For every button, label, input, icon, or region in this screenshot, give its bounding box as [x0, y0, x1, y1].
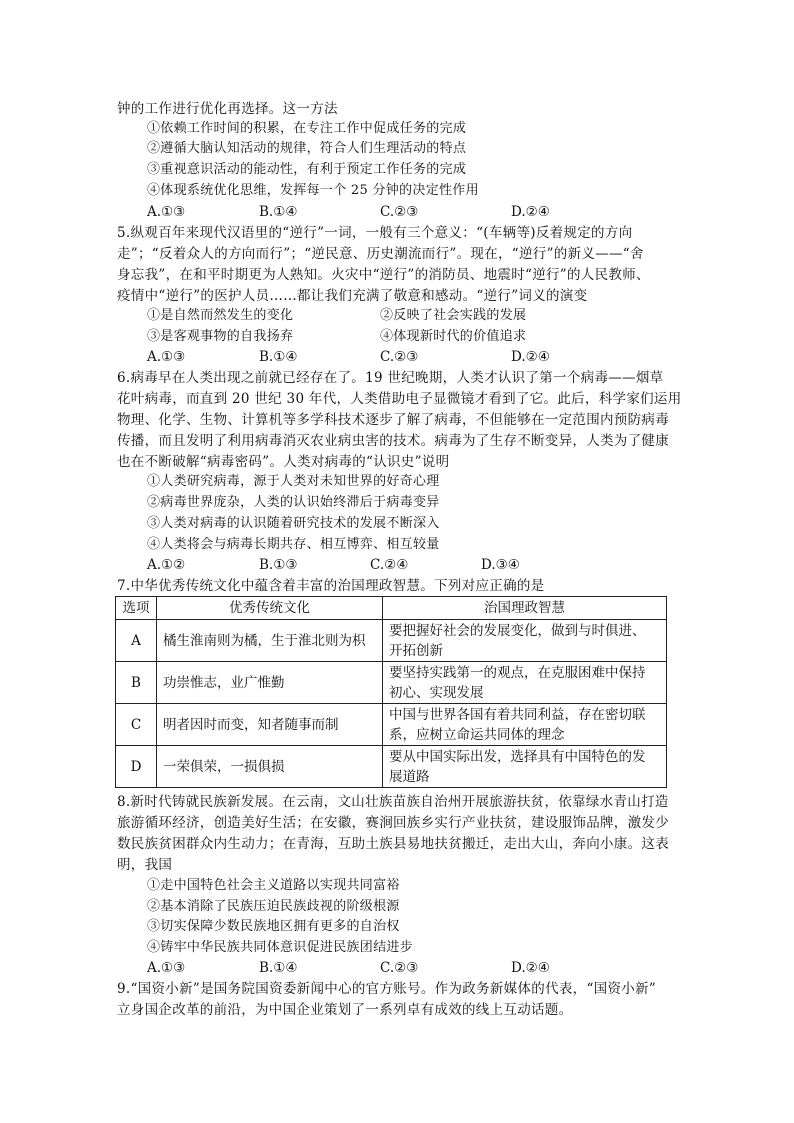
- row-wisdom-line-1: 要把握好社会的发展变化，做到与时俱进、: [389, 622, 646, 639]
- row-wisdom: [383, 662, 667, 704]
- row-culture: 功崇惟志，业广惟勤: [157, 662, 383, 704]
- question-5-line-3: 身忘我”，在和平时期更为人熟知。火灾中“逆行”的消防员、地震时“逆行”的人民教师、: [117, 267, 650, 283]
- question-5-item-1: ①是自然而然发生的变化: [147, 308, 294, 323]
- question-4-stem: 钟的工作进行优化再选择。这一方法: [117, 101, 338, 117]
- question-7-table: [115, 596, 667, 788]
- row-wisdom-line-2: 系，应树立命运共同体的理念: [389, 726, 565, 743]
- row-culture: 橘生淮南则为橘，生于淮北则为枳: [157, 620, 383, 662]
- question-8-item-1: ①走中国特色社会主义道路以实现共同富裕: [147, 878, 400, 893]
- row-option: C: [116, 704, 157, 746]
- question-4-item-1: ①依赖工作时间的积累，在专注工作中促成任务的完成: [147, 121, 467, 136]
- question-5-options: [147, 347, 747, 367]
- option-a: A.①②: [147, 557, 186, 573]
- question-9-line-1: 9.“国资小新”是国务院国资委新闻中心的官方账号。作为政务新媒体的代表，“国资小新”: [117, 981, 657, 997]
- question-8-item-3: ③切实保障少数民族地区拥有更多的自治权: [147, 919, 400, 934]
- row-wisdom: [383, 746, 667, 788]
- question-6-line-3: 物理、化学、生物、计算机等多学科技术逐步了解了病毒，不但能够在一定范围内预防病毒: [117, 412, 669, 428]
- row-wisdom-line-2: 展道路: [389, 768, 430, 785]
- question-4-item-2: ②遵循大脑认知活动的规律，符合人们生理活动的特点: [147, 141, 467, 156]
- option-d: D.③④: [481, 557, 520, 573]
- question-8-options: [147, 958, 747, 978]
- question-6-line-1: 6.病毒早在人类出现之前就已经存在了。19 世纪晚期，人类才认识了第一个病毒——烟草: [117, 370, 664, 386]
- table-row: [116, 704, 667, 746]
- question-5-line-2: 走”；“反着众人的方向而行”；“逆民意、历史潮流而行”。现在，“逆行”的新义——“舍: [117, 246, 644, 262]
- option-d: D.②④: [511, 960, 550, 976]
- question-5-line-4: 疫情中“逆行”的医护人员……都让我们充满了敬意和感动。“逆行”词义的演变: [117, 288, 588, 304]
- row-wisdom: [383, 704, 667, 746]
- question-7-stem: 7.中华优秀传统文化中蕴含着丰富的治国理政智慧。下列对应正确的是: [117, 578, 545, 594]
- table-header-culture: 优秀传统文化: [157, 597, 383, 620]
- option-b: B.①③: [259, 557, 298, 573]
- table-row: [116, 662, 667, 704]
- option-c: C.②③: [380, 204, 419, 220]
- question-6-line-2: 花叶病毒，而直到 20 世纪 30 年代，人类借助电子显微镜才看到了它。此后，科学家们运用: [117, 391, 682, 407]
- question-5-item-2: ②反映了社会实践的发展: [380, 308, 527, 323]
- row-wisdom-line-2: 开拓创新: [389, 642, 443, 659]
- row-option: D: [116, 746, 157, 788]
- question-8-line-2: 旅游循环经济，创造美好生活；在安徽，赛涧回族乡实行产业扶贫，建设服饰品牌，激发少: [117, 815, 669, 831]
- question-6-item-1: ①人类研究病毒，源于人类对未知世界的好奇心理: [147, 474, 440, 489]
- row-wisdom-line-2: 初心、实现发展: [389, 684, 484, 701]
- table-row: [116, 746, 667, 788]
- row-wisdom: [383, 620, 667, 662]
- question-5-item-4: ④体现新时代的价值追求: [380, 329, 527, 344]
- row-option: B: [116, 662, 157, 704]
- row-option: A: [116, 620, 157, 662]
- question-9-line-2: 立身国企改革的前沿，为中国企业策划了一系列卓有成效的线上互动话题。: [117, 1002, 573, 1018]
- option-d: D.②④: [511, 204, 550, 220]
- row-wisdom-line-1: 要从中国实际出发，选择具有中国特色的发: [389, 748, 646, 765]
- question-5-line-1: 5.纵观百年来现代汉语里的“逆行”一词，一般有三个意义：“(车辆等)反着规定的方向: [117, 225, 633, 241]
- question-6-item-3: ③人类对病毒的认识随着研究技术的发展不断深入: [147, 516, 440, 531]
- table-header-wisdom: 治国理政智慧: [383, 597, 667, 620]
- question-8-line-1: 8.新时代铸就民族新发展。在云南，文山壮族苗族自治州开展旅游扶贫，依靠绿水青山打造: [117, 794, 669, 810]
- row-culture: 一荣俱荣，一损俱损: [157, 746, 383, 788]
- option-b: B.①④: [259, 204, 298, 220]
- table-header-option: 选项: [116, 597, 157, 620]
- question-6-options: [147, 555, 747, 575]
- question-6-item-2: ②病毒世界庞杂，人类的认识始终滞后于病毒变异: [147, 495, 440, 510]
- question-6-line-5: 也在不断破解“病毒密码”。人类对病毒的“认识史”说明: [117, 454, 450, 470]
- question-8-item-2: ②基本消除了民族压迫民族歧视的阶级根源: [147, 899, 400, 914]
- option-a: A.①③: [147, 204, 186, 220]
- question-8-item-4: ④铸牢中华民族共同体意识促进民族团结进步: [147, 940, 414, 955]
- question-8-line-4: 明，我国: [117, 857, 173, 873]
- question-5-item-3: ③是客观事物的自我扬弃: [147, 329, 294, 344]
- row-wisdom-line-1: 要坚持实践第一的观点，在克服困难中保持: [389, 664, 646, 681]
- question-4-options: [147, 202, 747, 222]
- question-8-line-3: 数民族贫困群众内生动力；在青海，互助土族县易地扶贫搬迁，走出大山，奔向小康。这表: [117, 836, 669, 852]
- option-a: A.①③: [147, 960, 186, 976]
- question-4-item-3: ③重视意识活动的能动性，有利于预定工作任务的完成: [147, 162, 467, 177]
- row-culture: 明者因时而变，知者随事而制: [157, 704, 383, 746]
- question-4-item-4: ④体现系统优化思维，发挥每一个 25 分钟的决定性作用: [147, 183, 479, 198]
- table-row: [116, 620, 667, 662]
- option-a: A.①③: [147, 349, 186, 365]
- question-6-line-4: 传播，而且发明了利用病毒消灭农业病虫害的技术。病毒为了生存不断变异，人类为了健康: [117, 433, 669, 449]
- option-c: C.②③: [380, 349, 419, 365]
- option-c: C.②③: [380, 960, 419, 976]
- option-c: C.②④: [370, 557, 409, 573]
- row-wisdom-line-1: 中国与世界各国有着共同利益，存在密切联: [389, 706, 646, 723]
- question-6-item-4: ④人类将会与病毒长期共存、相互博弈、相互较量: [147, 537, 440, 552]
- option-d: D.②④: [511, 349, 550, 365]
- option-b: B.①④: [259, 960, 298, 976]
- option-b: B.①④: [259, 349, 298, 365]
